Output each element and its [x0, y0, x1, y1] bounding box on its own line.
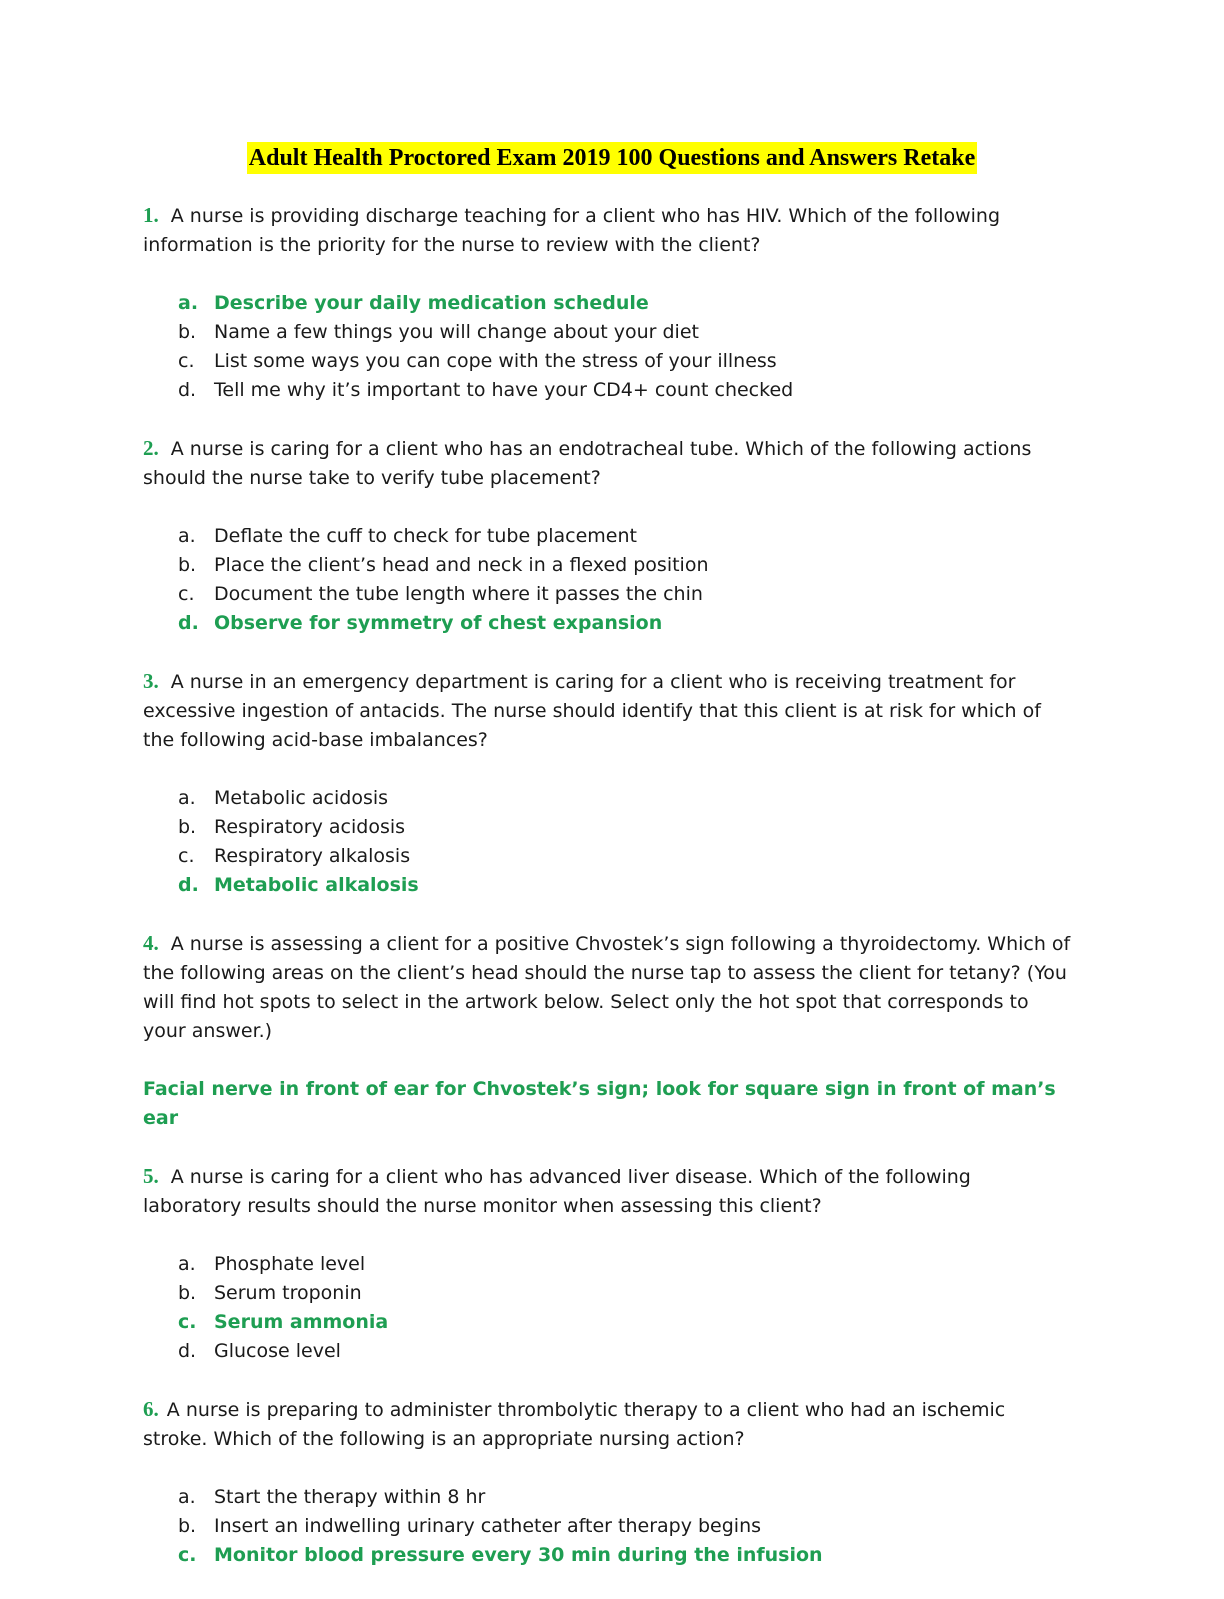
options-list-q1	[143, 289, 1073, 405]
document-content	[143, 201, 1073, 1599]
option-letter: b.	[178, 554, 197, 576]
option-letter: b.	[178, 816, 197, 838]
option	[143, 580, 1073, 609]
question-2	[143, 434, 1073, 493]
option-text: Document the tube length where it passes the chin	[214, 583, 703, 605]
option	[143, 1512, 1073, 1541]
options-list-q6	[143, 1483, 1073, 1570]
question-number: 3.	[143, 669, 159, 693]
options-list-q2	[143, 522, 1073, 638]
option-letter: a.	[178, 525, 196, 547]
option-letter: d.	[178, 874, 199, 896]
option-letter: a.	[178, 292, 199, 314]
option	[143, 376, 1073, 405]
option-letter: d.	[178, 379, 197, 401]
option-letter: c.	[178, 350, 195, 372]
option-text: Respiratory alkalosis	[214, 845, 411, 867]
option-correct	[143, 1308, 1073, 1337]
option-correct	[143, 871, 1073, 900]
option-text: Place the client’s head and neck in a flexed position	[214, 554, 709, 576]
option	[143, 1483, 1073, 1512]
option-text: Tell me why it’s important to have your CD4+ count checked	[214, 379, 794, 401]
question-text: A nurse in an emergency department is caring for a client who is receiving treatment for excessive ingestion of antacids. The nurse should identify that this client is at risk for which of the following acid-base imbalances?	[143, 671, 1041, 751]
option	[143, 522, 1073, 551]
option	[143, 842, 1073, 871]
question-text: A nurse is assessing a client for a positive Chvostek’s sign following a thyroidectomy. Which of the following areas on the client’s head should the nurse tap to assess the client for tetany? (You will find hot spots to select in the artwork below. Select only the hot spot that corresponds to your answer.)	[143, 933, 1071, 1042]
answer-text: Facial nerve in front of ear for Chvostek’s sign; look for square sign in front of man’s ear	[143, 1078, 1056, 1129]
option-text: Describe your daily medication schedule	[214, 292, 649, 314]
question-number: 2.	[143, 436, 159, 460]
option-letter: c.	[178, 583, 195, 605]
title-wrap	[0, 142, 1224, 174]
question-1	[143, 201, 1073, 260]
option-text: Name a few things you will change about your diet	[214, 321, 699, 343]
option	[143, 318, 1073, 347]
document-title: Adult Health Proctored Exam 2019 100 Questions and Answers Retake	[247, 142, 977, 174]
option-text: Insert an indwelling urinary catheter after therapy begins	[214, 1515, 762, 1537]
option-letter: c.	[178, 1544, 197, 1566]
option-text: Monitor blood pressure every 30 min during the infusion	[214, 1544, 823, 1566]
question-number: 6.	[143, 1397, 159, 1421]
option-text: Observe for symmetry of chest expansion	[214, 612, 663, 634]
option-text: Glucose level	[214, 1340, 341, 1362]
question-5	[143, 1162, 1073, 1221]
question-text: A nurse is caring for a client who has an endotracheal tube. Which of the following actions should the nurse take to verify tube placement?	[143, 438, 1032, 489]
option-text: Serum ammonia	[214, 1311, 389, 1333]
option	[143, 784, 1073, 813]
option-letter: a.	[178, 1253, 196, 1275]
question-3	[143, 667, 1073, 755]
option	[143, 1279, 1073, 1308]
option-text: Phosphate level	[214, 1253, 366, 1275]
option-letter: c.	[178, 845, 195, 867]
option-letter: d.	[178, 612, 199, 634]
question-text: A nurse is caring for a client who has advanced liver disease. Which of the following laboratory results should the nurse monitor when assessing this client?	[143, 1166, 971, 1217]
option-correct	[143, 609, 1073, 638]
option-letter: b.	[178, 321, 197, 343]
option-text: List some ways you can cope with the stress of your illness	[214, 350, 777, 372]
option-correct	[143, 1541, 1073, 1570]
option-text: Serum troponin	[214, 1282, 362, 1304]
option-letter: d.	[178, 1340, 197, 1362]
question-text: A nurse is providing discharge teaching for a client who has HIV. Which of the following information is the priority for the nurse to review with the client?	[143, 205, 1001, 256]
option	[143, 1337, 1073, 1366]
question-number: 4.	[143, 931, 159, 955]
option-letter: a.	[178, 787, 196, 809]
option	[143, 1250, 1073, 1279]
option	[143, 347, 1073, 376]
option-letter: c.	[178, 1311, 197, 1333]
question-4	[143, 929, 1073, 1046]
option	[143, 551, 1073, 580]
option-text: Metabolic acidosis	[214, 787, 389, 809]
option-letter: a.	[178, 1486, 196, 1508]
option-letter: b.	[178, 1282, 197, 1304]
question-text: A nurse is preparing to administer thrombolytic therapy to a client who had an ischemic stroke. Which of the following is an appropriate nursing action?	[143, 1399, 1006, 1450]
option-letter: b.	[178, 1515, 197, 1537]
option-text: Respiratory acidosis	[214, 816, 406, 838]
option-correct	[143, 289, 1073, 318]
option-text: Metabolic alkalosis	[214, 874, 419, 896]
question-number: 1.	[143, 203, 159, 227]
question-number: 5.	[143, 1164, 159, 1188]
question-6	[143, 1395, 1073, 1454]
option	[143, 813, 1073, 842]
options-list-q5	[143, 1250, 1073, 1366]
option-text: Start the therapy within 8 hr	[214, 1486, 486, 1508]
option-text: Deflate the cuff to check for tube placement	[214, 525, 637, 547]
options-list-q3	[143, 784, 1073, 900]
